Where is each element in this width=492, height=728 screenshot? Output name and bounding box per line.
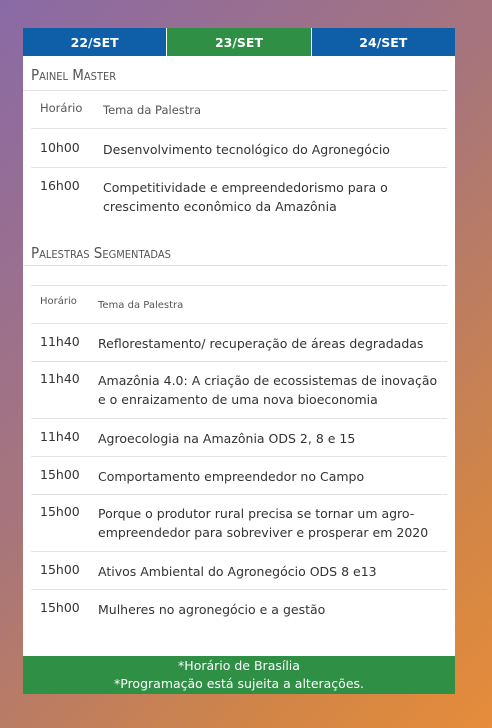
- tab-24-set[interactable]: 24/SET: [312, 28, 455, 56]
- col-time-header: Horário: [40, 101, 83, 115]
- row-time: 11h40: [40, 371, 80, 386]
- row-topic: Reflorestamento/ recuperação de áreas degradadas: [98, 336, 424, 351]
- table-row: [31, 168, 447, 225]
- row-topic: Ativos Ambiental do Agronegócio ODS 8 e13: [98, 564, 377, 579]
- divider: [31, 266, 447, 286]
- row-topic: Porque o produtor rural precisa se tornar um agro-empreendedor para sobreviver e prosperar em 2020: [98, 506, 429, 540]
- row-topic: Mulheres no agronegócio e a gestão: [98, 602, 326, 617]
- table-row: [31, 495, 447, 552]
- table-row: [31, 362, 447, 419]
- table-row: [31, 129, 447, 168]
- tab-22-set[interactable]: 22/SET: [23, 28, 167, 56]
- segmented-header-row: [31, 286, 447, 324]
- table-row: [31, 590, 447, 628]
- timezone-note: *Horário de Brasília: [178, 658, 300, 673]
- row-topic: Agroecologia na Amazônia ODS 2, 8 e 15: [98, 431, 356, 446]
- row-topic: Comportamento empreendedor no Campo: [98, 469, 365, 484]
- col-time-header: Horário: [40, 296, 77, 307]
- date-tabs: [23, 28, 455, 56]
- row-topic: Amazônia 4.0: A criação de ecossistemas de inovação e o enraizamento de uma nova bioeconomia: [98, 373, 438, 407]
- segmented-title: [23, 244, 447, 266]
- row-time: 15h00: [40, 467, 80, 482]
- schedule-card: [23, 28, 455, 694]
- table-row: [31, 552, 447, 590]
- disclaimer-footer: [23, 656, 455, 694]
- schedule-change-note: *Programação está sujeita a alterações.: [114, 676, 364, 691]
- table-row: [31, 324, 447, 362]
- row-topic: Competitividade e empreendedorismo para o crescimento econômico da Amazônia: [103, 180, 388, 214]
- row-time: 11h40: [40, 429, 80, 444]
- col-topic-header: Tema da Palestra: [98, 300, 184, 311]
- row-time: 15h00: [40, 562, 80, 577]
- segmented-title-text: Palestras Segmentadas: [31, 244, 171, 262]
- row-time: 10h00: [40, 140, 80, 155]
- panel-master-header-row: [31, 91, 447, 129]
- row-time: 16h00: [40, 178, 80, 193]
- panel-master-title-text: Painel Master: [31, 66, 117, 84]
- row-time: 11h40: [40, 334, 80, 349]
- col-topic-header: Tema da Palestra: [103, 103, 202, 117]
- row-time: 15h00: [40, 600, 80, 615]
- row-time: 15h00: [40, 504, 80, 519]
- tab-23-set[interactable]: 23/SET: [167, 28, 311, 56]
- table-row: [31, 457, 447, 495]
- panel-master-title: [23, 66, 447, 91]
- row-topic: Desenvolvimento tecnológico do Agronegócio: [103, 142, 390, 157]
- table-row: [31, 419, 447, 457]
